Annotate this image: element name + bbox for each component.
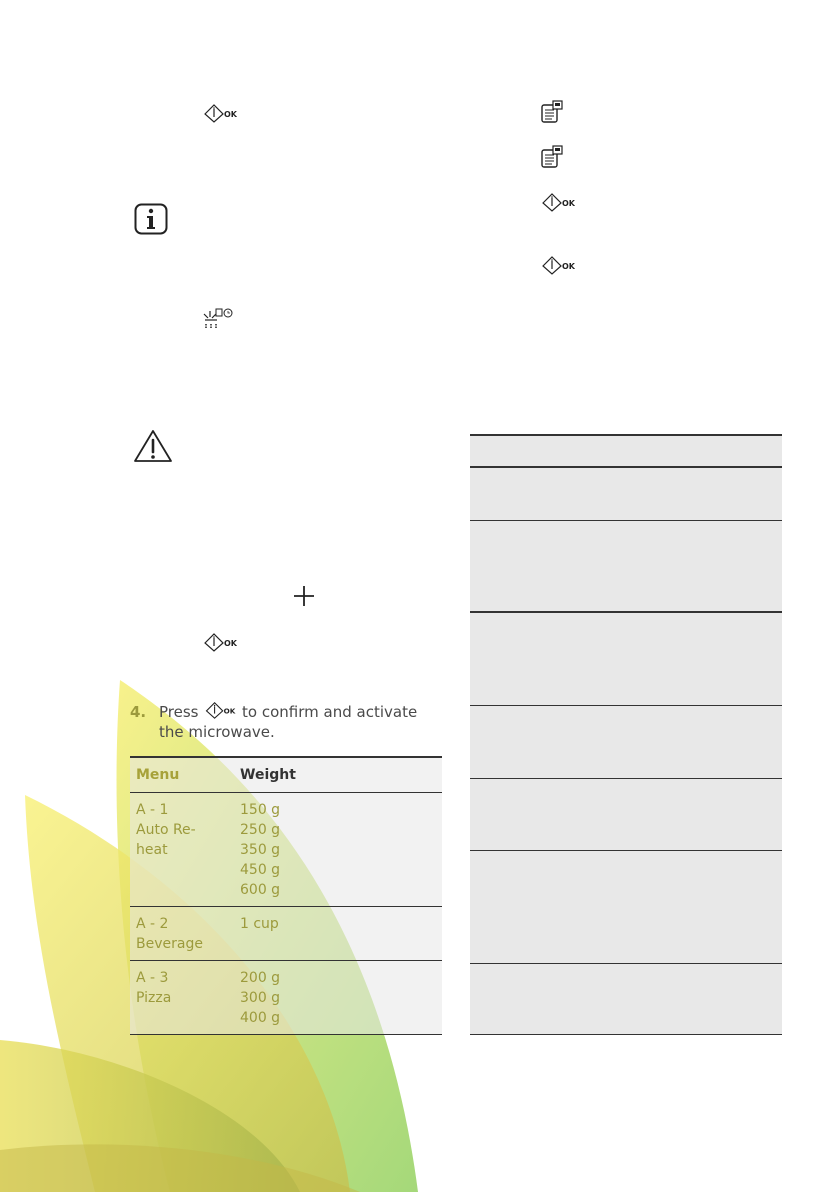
table-row bbox=[130, 793, 442, 907]
menu-line: A - 2 bbox=[136, 916, 169, 932]
svg-text:OK: OK bbox=[224, 639, 237, 648]
header-menu: Menu bbox=[136, 767, 180, 783]
weight-value: 200 g bbox=[240, 970, 281, 986]
weight-value: 1 cup bbox=[240, 916, 279, 932]
plus-icon bbox=[293, 585, 315, 607]
auto-menu-table bbox=[130, 756, 442, 1035]
svg-text:OK: OK bbox=[562, 199, 575, 208]
weight-cell bbox=[240, 968, 280, 1028]
table-row bbox=[130, 961, 442, 1034]
table-row bbox=[470, 521, 782, 613]
right-table-header bbox=[470, 434, 782, 468]
ok-button-icon bbox=[203, 103, 237, 123]
step-text bbox=[159, 701, 449, 742]
header-weight: Weight bbox=[240, 767, 296, 783]
menu-line: A - 3 bbox=[136, 970, 169, 986]
ok-button-icon bbox=[541, 255, 575, 275]
weight-value: 150 g bbox=[240, 802, 281, 818]
step-text-after: to confirm and activate bbox=[242, 703, 418, 721]
menu-line: A - 1 bbox=[136, 802, 169, 818]
step-text-before: Press bbox=[159, 703, 199, 721]
table-row bbox=[470, 851, 782, 964]
right-table bbox=[470, 434, 782, 1035]
menu-line: heat bbox=[136, 842, 168, 858]
menu-cell bbox=[130, 968, 240, 1028]
step-number: 4. bbox=[130, 703, 147, 721]
table-row bbox=[130, 907, 442, 961]
weight-value: 400 g bbox=[240, 1010, 281, 1026]
weight-value: 600 g bbox=[240, 882, 281, 898]
weight-value: 300 g bbox=[240, 990, 281, 1006]
menu-book-icon bbox=[540, 145, 564, 169]
ok-button-icon bbox=[203, 632, 237, 652]
warning-icon bbox=[133, 429, 173, 463]
table-row bbox=[470, 468, 782, 521]
menu-book-icon bbox=[540, 100, 564, 124]
step-text-line2: the microwave. bbox=[159, 723, 275, 741]
svg-text:OK: OK bbox=[224, 110, 237, 119]
table-row bbox=[470, 613, 782, 706]
table-row bbox=[470, 964, 782, 1035]
table-row bbox=[470, 706, 782, 779]
menu-cell bbox=[130, 800, 240, 900]
weight-value: 350 g bbox=[240, 842, 281, 858]
ok-button-icon bbox=[203, 701, 237, 719]
weight-cell bbox=[240, 800, 280, 900]
weight-value: 450 g bbox=[240, 862, 281, 878]
svg-text:OK: OK bbox=[562, 262, 575, 271]
menu-line: Pizza bbox=[136, 990, 172, 1006]
svg-text:OK: OK bbox=[223, 706, 236, 716]
weight-cell bbox=[240, 914, 279, 954]
table-row bbox=[470, 779, 782, 851]
weight-value: 250 g bbox=[240, 822, 281, 838]
defrost-timer-icon bbox=[201, 306, 235, 332]
menu-line: Beverage bbox=[136, 936, 203, 952]
ok-button-icon bbox=[541, 192, 575, 212]
menu-line: Auto Re- bbox=[136, 822, 196, 838]
menu-cell bbox=[130, 914, 240, 954]
table-header-row bbox=[130, 758, 442, 793]
info-icon bbox=[134, 203, 168, 235]
